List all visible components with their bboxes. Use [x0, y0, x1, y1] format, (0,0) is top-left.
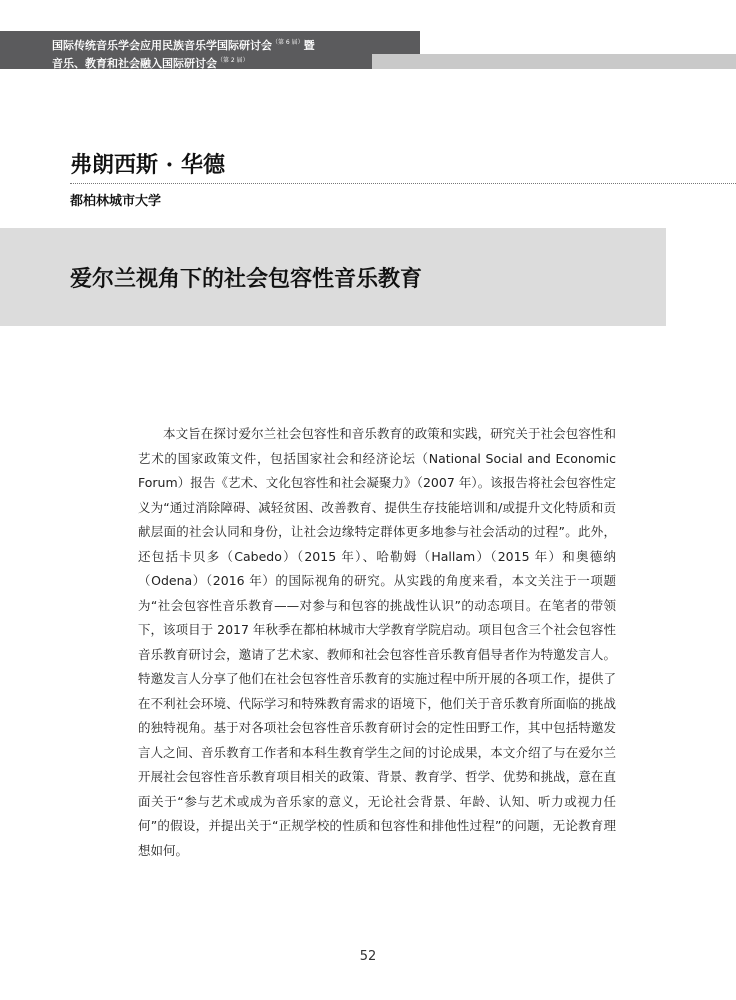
author-name: 弗朗西斯 · 华德: [70, 152, 225, 178]
running-header: [52, 35, 315, 71]
abstract-paragraph: 本文旨在探讨爱尔兰社会包容性和音乐教育的政策和实践，研究关于社会包容性和艺术的国家政策文件，包括国家社会和经济论坛（National Social and Economic Forum）报告《艺术、文化包容性和社会凝聚力》（2007 年）。该报告将社会包容性定义为“通过消除障碍、减轻贫困、改善教育、提供生存技能培训和/或提升文化特质和贡献层面的社会认同和身份，让社会边缘特定群体更多地参与社会活动的过程”。此外，还包括卡贝多（Cabedo）（2015 年）、哈勒姆（Hallam）（2015 年）和奥德纳（Odena）（2016 年）的国际视角的研究。从实践的角度来看，本文关注于一项题为“社会包容性音乐教育——对参与和包容的挑战性认识”的动态项目。在笔者的带领下，该项目于 2017 年秋季在都柏林城市大学教育学院启动。项目包含三个社会包容性音乐教育研讨会，邀请了艺术家、教师和社会包容性音乐教育倡导者作为特邀发言人。特邀发言人分享了他们在社会包容性音乐教育的实施过程中所开展的各项工作，提供了在不利社会环境、代际学习和特殊教育需求的语境下，他们关于音乐教育所面临的挑战的独特视角。基于对各项社会包容性音乐教育研讨会的定性田野工作，其中包括特邀发言人之间、音乐教育工作者和本科生教育学生之间的讨论成果，本文介绍了与在爱尔兰开展社会包容性音乐教育项目相关的政策、背景、教育学、哲学、优势和挑战，意在直面关于“参与艺术或成为音乐家的意义，无论社会背景、年龄、认知、听力或视力任何”的假设，并提出关于“正规学校的性质和包容性和排他性过程”的问题，无论教育理想如何。: [138, 426, 616, 858]
dotted-divider: [70, 183, 736, 184]
page-number: 52: [359, 949, 377, 964]
author-affiliation: 都柏林城市大学: [70, 194, 162, 209]
article-title: 爱尔兰视角下的社会包容性音乐教育: [70, 266, 423, 292]
header-extension-bar: [372, 54, 736, 69]
running-header-line-2: 音乐、教育和社会融入国际研讨会$^{(第 2 届)}$: [52, 57, 249, 70]
running-header-line-1: 国际传统音乐学会应用民族音乐学国际研讨会$^{(第 6 届)}$暨: [52, 39, 315, 52]
